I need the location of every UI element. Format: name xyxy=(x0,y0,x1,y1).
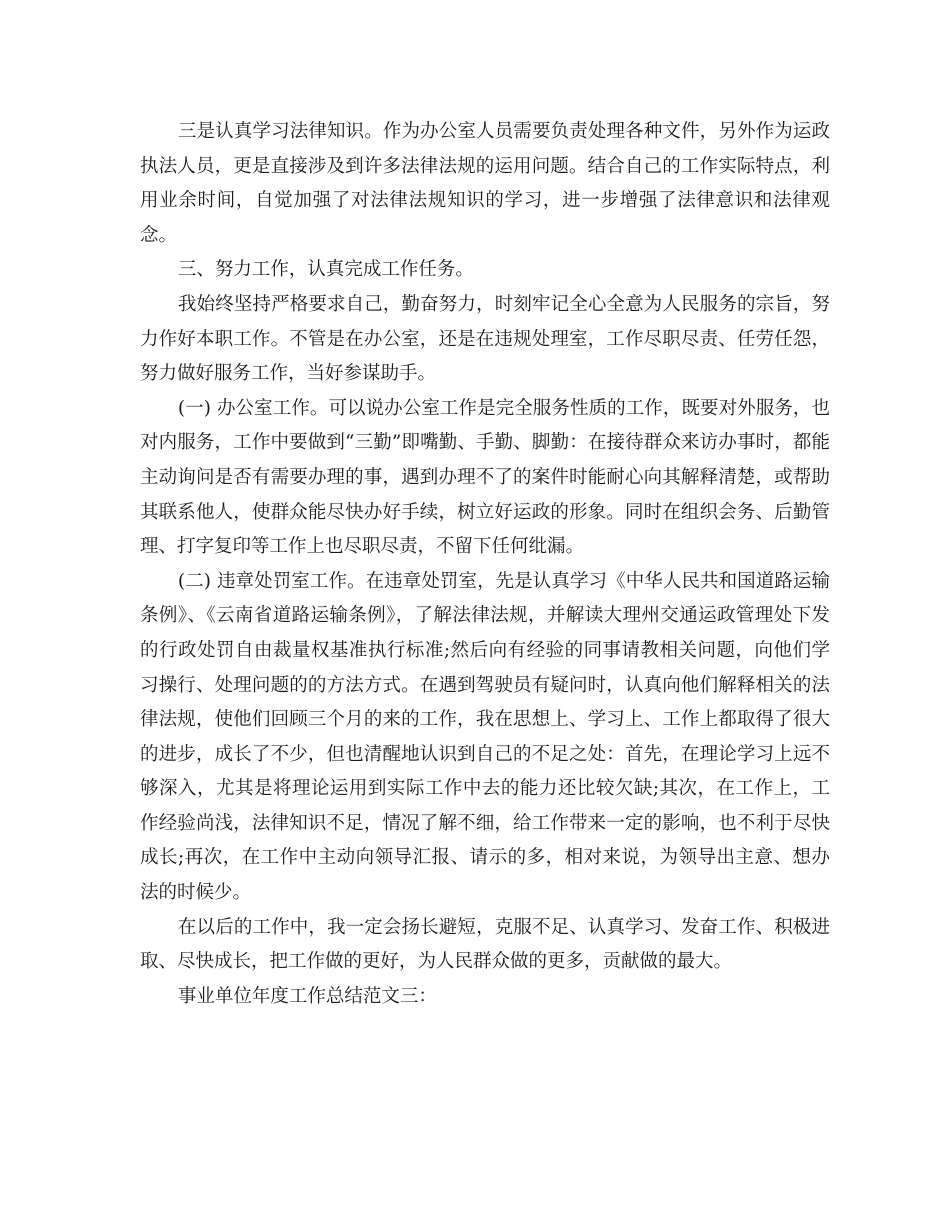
paragraph-office-work: (一) 办公室工作。可以说办公室工作是完全服务性质的工作，既要对外服务，也对内服务，工作中要做到“三勤”即嘴勤、手勤、脚勤：在接待群众来访办事时，都能主动询问是否有需要办理的事，遇到办理不了的案件时能耐心向其解释清楚，或帮助其联系他人，使群众能尽快办好手续，树立好运政的形象。同时在组织会务、后勤管理、打字复印等工作上也尽职尽责，不留下任何纰漏。 xyxy=(140,397,830,558)
paragraph-violation-office-work: (二) 违章处罚室工作。在违章处罚室，先是认真学习《中华人民共和国道路运输条例》、《云南省道路运输条例》，了解法律法规，并解读大理州交通运政管理处下发的行政处罚自由裁量权基准执行标准;然后向有经验的同事请教相关问题，向他们学习操行、处理问题的的方法方式。在遇到驾驶员有疑问时，认真向他们解释相关的法律法规，使他们回顾三个月的来的工作，我在思想上、学习上、工作上都取得了很大的进步，成长了不少，但也清醒地认识到自己的不足之处：首先，在理论学习上远不够深入，尤其是将理论运用到实际工作中去的能力还比较欠缺;其次，在工作上，工作经验尚浅，法律知识不足，情况了解不细，给工作带来一定的影响，也不利于尽快成长;再次，在工作中主动向领导汇报、请示的多，相对来说，为领导出主意、想办法的时候少。 xyxy=(140,570,830,904)
section-heading-work-tasks: 三、努力工作，认真完成工作任务。 xyxy=(177,259,474,281)
paragraph-self-discipline: 我始终坚持严格要求自己，勤奋努力，时刻牢记全心全意为人民服务的宗旨，努力作好本职工作。不管是在办公室，还是在违规处理室，工作尽职尽责、任劳任怨，努力做好服务工作，当好参谋助手。 xyxy=(140,293,830,385)
document-body xyxy=(140,115,830,1014)
paragraph-future-work: 在以后的工作中，我一定会扬长避短，克服不足、认真学习、发奋工作、积极进取、尽快成长，把工作做的更好，为人民群众做的更多，贡献做的最大。 xyxy=(140,916,830,973)
paragraph-legal-study: 三是认真学习法律知识。作为办公室人员需要负责处理各种文件，另外作为运政执法人员，更是直接涉及到许多法律法规的运用问题。结合自己的工作实际特点，利用业余时间，自觉加强了对法律法规知识的学习，进一步增强了法律意识和法律观念。 xyxy=(140,121,830,246)
paragraph-sample-three-heading: 事业单位年度工作总结范文三： xyxy=(177,985,437,1007)
